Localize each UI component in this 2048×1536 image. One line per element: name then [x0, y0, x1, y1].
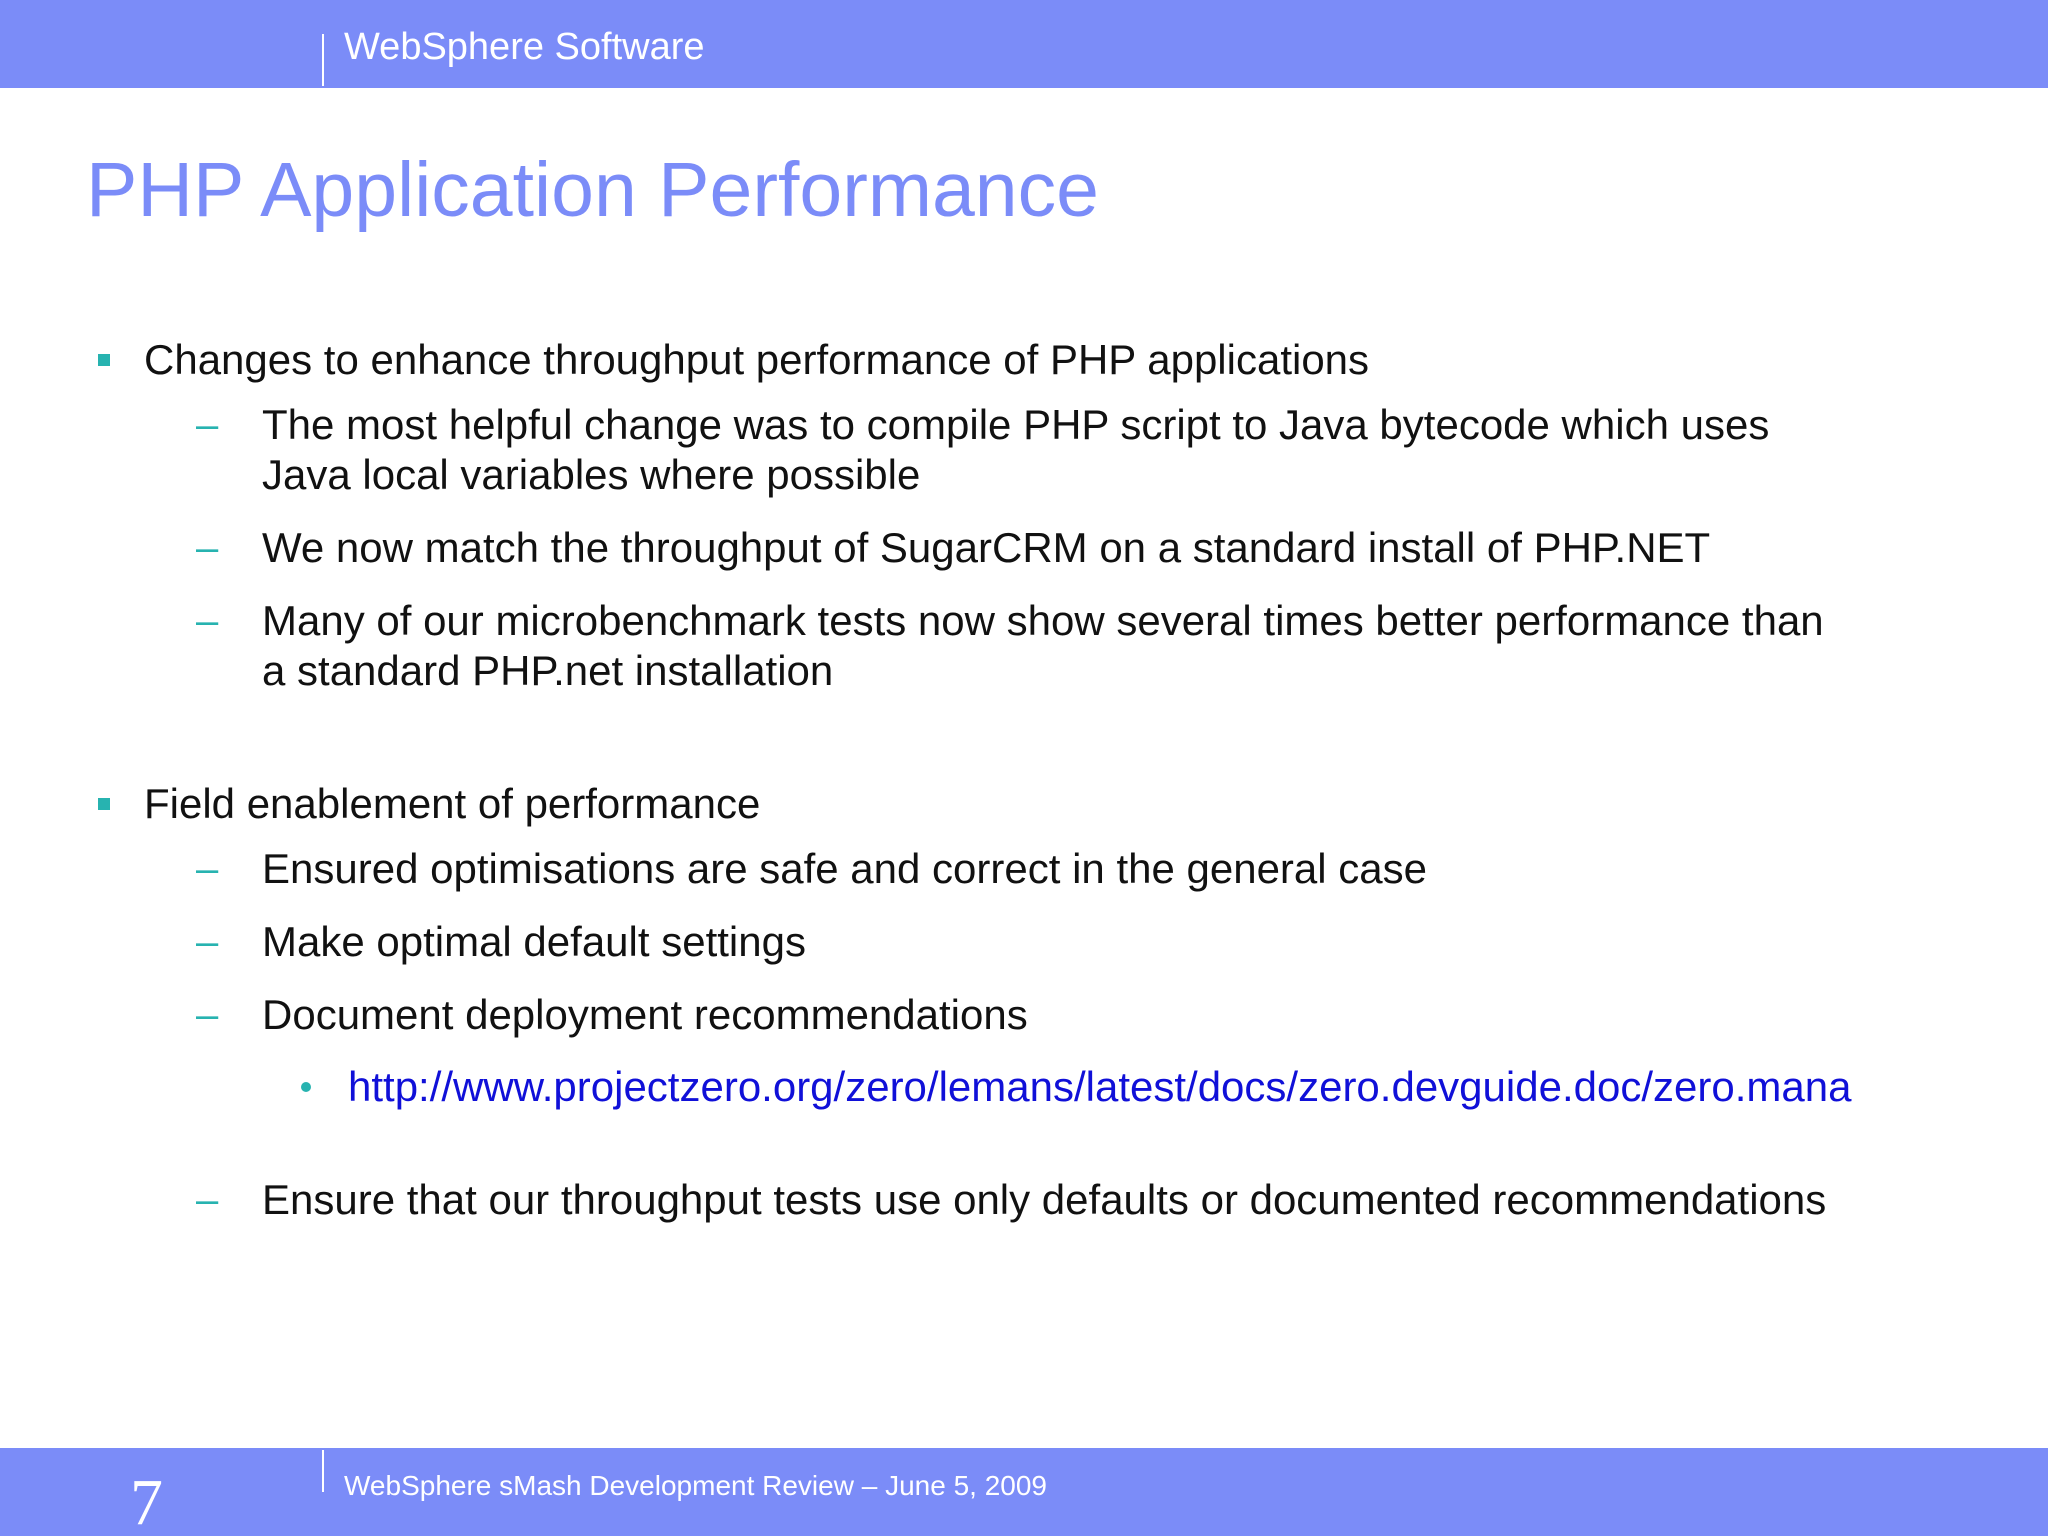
dot-bullet-icon — [301, 1082, 311, 1092]
page-number: 7 — [130, 1466, 163, 1536]
square-bullet-icon — [98, 354, 110, 366]
sub-bullet-text: The most helpful change was to compile PHP script to Java bytecode which uses — [262, 401, 1770, 448]
sub-bullet-text: Document deployment recommendations — [262, 991, 1028, 1038]
dash-bullet-icon: – — [196, 599, 219, 643]
footer-divider — [322, 1450, 324, 1492]
bullet-text: Changes to enhance throughput performance of PHP applications — [144, 336, 1370, 383]
square-bullet-icon — [98, 798, 110, 810]
dash-bullet-icon: – — [196, 1178, 219, 1222]
sub-bullet-text: Make optimal default settings — [262, 918, 806, 965]
slide-title: PHP Application Performance — [86, 147, 1099, 233]
dash-bullet-icon: – — [196, 526, 219, 570]
bullet-text: Field enablement of performance — [144, 780, 761, 827]
sub-bullet-text: We now match the throughput of SugarCRM on a standard install of PHP.NET — [262, 524, 1711, 571]
dash-bullet-icon: – — [196, 993, 219, 1037]
footer-text: WebSphere sMash Development Review – June 5, 2009 — [344, 1470, 1047, 1501]
sub-bullet-text: Ensured optimisations are safe and correct in the general case — [262, 845, 1427, 892]
sub-bullet-text: Ensure that our throughput tests use only defaults or documented recommendations — [262, 1176, 1827, 1223]
header-divider — [322, 34, 324, 86]
documentation-link[interactable]: http://www.projectzero.org/zero/lemans/latest/docs/zero.devguide.doc/zero.mana — [348, 1063, 1852, 1110]
header-bar — [0, 0, 2048, 88]
header-text: WebSphere Software — [344, 26, 705, 68]
dash-bullet-icon: – — [196, 847, 219, 891]
sub-bullet-text: Java local variables where possible — [262, 451, 921, 498]
dash-bullet-icon: – — [196, 403, 219, 447]
sub-bullet-text: Many of our microbenchmark tests now show several times better performance than — [262, 597, 1824, 644]
sub-bullet-text: a standard PHP.net installation — [262, 647, 834, 694]
dash-bullet-icon: – — [196, 920, 219, 964]
